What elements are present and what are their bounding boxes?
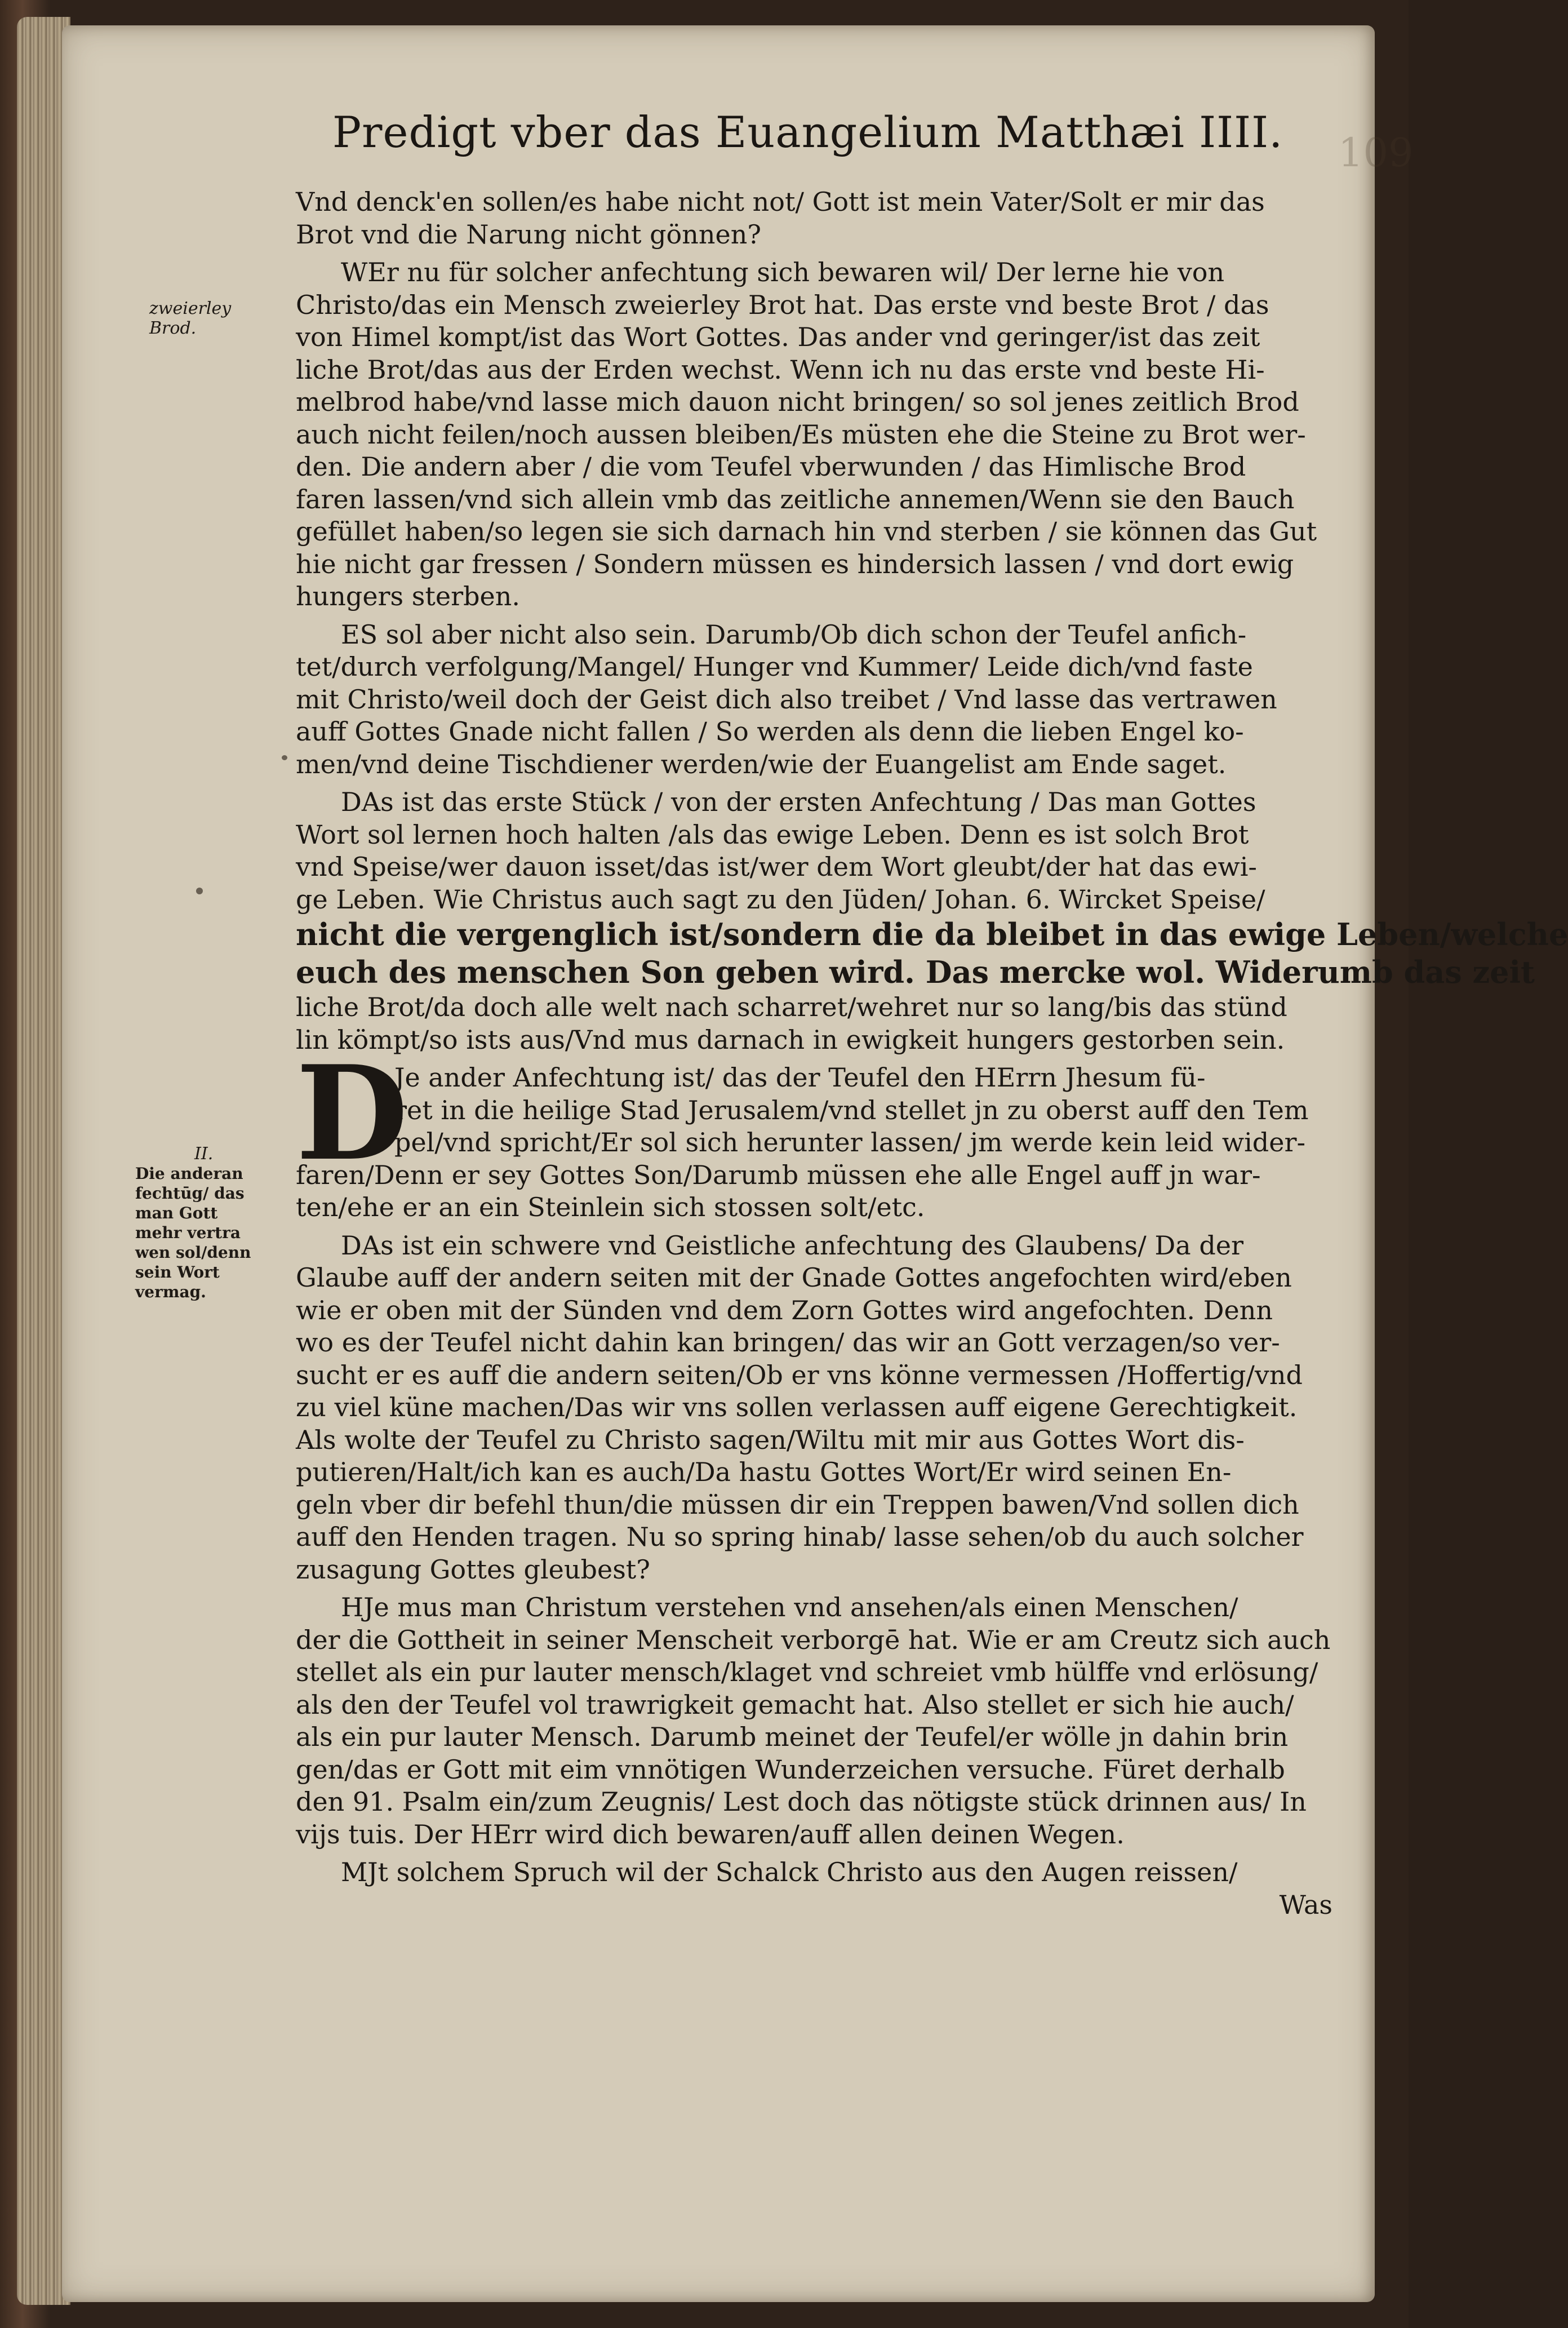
- text-line: zu viel küne machen/Das wir vns sollen verlassen auff eigene Gerechtigkeit.: [296, 1392, 1298, 1422]
- text-line: liche Brot/da doch alle welt nach scharret/wehret nur so lang/bis das stünd: [296, 992, 1287, 1022]
- text-line: Glaube auff der andern seiten mit der Gnade Gottes angefochten wird/eben: [296, 1262, 1292, 1293]
- text-line: gen/das er Gott mit eim vnnötigen Wunderzeichen versuche. Füret derhalb: [296, 1754, 1285, 1785]
- text-line: stellet als ein pur lauter mensch/klaget vnd schreiet vmb hülffe vnd erlösung/: [296, 1657, 1318, 1687]
- text-line: der die Gottheit in seiner Menscheit verborgē hat. Wie er am Creutz sich auch: [296, 1624, 1331, 1655]
- text-line: vnd Speise/wer dauon isset/das ist/wer dem Wort gleubt/der hat das ewi-: [296, 852, 1257, 882]
- text-line-emphasis: nicht die vergenglich ist/sondern die da bleibet in das ewige Leben/welche: [296, 916, 1568, 952]
- catchword: Was: [1279, 1889, 1332, 1920]
- text-line: als ein pur lauter Mensch. Darumb meinet der Teufel/er wölle jn dahin brin: [296, 1722, 1289, 1752]
- text-line: wo es der Teufel nicht dahin kan bringen/ das wir an Gott verzagen/so ver-: [296, 1327, 1280, 1358]
- running-header: Predigt vber das Euangelium Matthæi IIII.: [332, 107, 1283, 157]
- text-line: geln vber dir befehl thun/die müssen dir ein Treppen bawen/Vnd sollen dich: [296, 1489, 1299, 1520]
- text-line: mit Christo/weil doch der Geist dich also treibet / Vnd lasse das vertrawen: [296, 684, 1277, 715]
- paragraph: [296, 786, 1568, 1056]
- text-line: putieren/Halt/ich kan es auch/Da hastu Gottes Wort/Er wird seinen En-: [296, 1457, 1232, 1487]
- margin-note-line: Die anderan: [135, 1164, 243, 1183]
- text-line: ES sol aber nicht also sein. Darumb/Ob dich schon der Teufel anfich-: [341, 619, 1247, 650]
- text-line: men/vnd deine Tischdiener werden/wie der Euangelist am Ende saget.: [296, 748, 1227, 779]
- text-line: auff den Henden tragen. Nu so spring hinab/ lasse sehen/ob du auch solcher: [296, 1522, 1304, 1552]
- ink-blot: [196, 888, 203, 894]
- paragraph: [296, 1856, 1332, 1921]
- margin-note-zweierley-brod: zweierley Brod.: [149, 299, 232, 338]
- body-text: [296, 186, 1568, 1927]
- margin-note-line: man Gott: [135, 1204, 218, 1222]
- text-line: DAs ist ein schwere vnd Geistliche anfechtung des Glaubens/ Da der: [341, 1230, 1243, 1261]
- paragraph: [296, 186, 1332, 251]
- text-line: Wort sol lernen hoch halten /als das ewige Leben. Denn es ist solch Brot: [296, 819, 1249, 850]
- ink-blot: [282, 755, 287, 760]
- text-line: faren lassen/vnd sich allein vmb das zeitliche annemen/Wenn sie den Bauch: [296, 484, 1295, 515]
- text-line: HJe mus man Christum verstehen vnd ansehen/als einen Menschen/: [341, 1592, 1238, 1622]
- text-line: wie er oben mit der Sünden vnd dem Zorn Gottes wird angefochten. Denn: [296, 1294, 1273, 1325]
- text-line: zusagung Gottes gleubest?: [296, 1554, 650, 1585]
- text-line: Brot vnd die Narung nicht gönnen?: [296, 219, 762, 250]
- margin-note-line: sein Wort: [135, 1263, 220, 1281]
- text-line: WEr nu für solcher anfechtung sich bewaren wil/ Der lerne hie von: [341, 257, 1225, 287]
- text-line: ge Leben. Wie Christus auch sagt zu den Jüden/ Johan. 6. Wircket Speise/: [296, 884, 1265, 915]
- text-line: DAs ist das erste Stück / von der ersten Anfechtung / Das man Gottes: [341, 787, 1256, 817]
- drop-cap: D: [296, 1037, 408, 1190]
- text-line: MJt solchem Spruch wil der Schalck Christo aus den Augen reissen/: [341, 1857, 1238, 1887]
- text-line: hie nicht gar fressen / Sondern müssen es hindersich lassen / vnd dort ewig: [296, 548, 1294, 579]
- margin-note-line: fechtūg/ das: [135, 1184, 245, 1203]
- text-line: auch nicht feilen/noch aussen bleiben/Es müsten ehe die Steine zu Brot wer-: [296, 419, 1306, 450]
- text-line: faren/Denn er sey Gottes Son/Darumb müssen ehe alle Engel auff jn war-: [296, 1159, 1261, 1190]
- paragraph: [296, 1591, 1332, 1851]
- text-line: Vnd denck'en sollen/es habe nicht not/ Gott ist mein Vater/Solt er mir das: [296, 187, 1265, 217]
- margin-note-line: mehr vertra: [135, 1223, 241, 1242]
- text-line: als den der Teufel vol trawrigkeit gemacht hat. Also stellet er sich hie auch/: [296, 1689, 1294, 1720]
- text-line: vijs tuis. Der HErr wird dich bewaren/auff allen deinen Wegen.: [296, 1819, 1125, 1850]
- text-line: gefüllet haben/so legen sie sich darnach hin vnd sterben / sie können das Gut: [296, 516, 1317, 547]
- margin-note-second-temptation: [135, 1144, 254, 1302]
- paragraph: [296, 1230, 1332, 1586]
- text-line: tet/durch verfolgung/Mangel/ Hunger vnd Kummer/ Leide dich/vnd faste: [296, 651, 1253, 682]
- text-line-emphasis: euch des menschen Son geben wird. Das mercke wol. Widerumb das zeit: [296, 954, 1535, 990]
- text-line: melbrod habe/vnd lasse mich dauon nicht bringen/ so sol jenes zeitlich Brod: [296, 387, 1299, 417]
- text-line: lin kömpt/so ists aus/Vnd mus darnach in ewigkeit hungers gestorben sein.: [296, 1024, 1285, 1055]
- text-line: Als wolte der Teufel zu Christo sagen/Wiltu mit mir aus Gottes Wort dis-: [296, 1424, 1245, 1455]
- text-line: ret in die heilige Stad Jerusalem/vnd stellet jn zu oberst auff den Tem: [394, 1094, 1309, 1125]
- margin-note-line: vermag.: [135, 1283, 206, 1301]
- text-line: pel/vnd spricht/Er sol sich herunter lassen/ jm werde kein leid wider-: [394, 1127, 1306, 1158]
- paragraph: [296, 619, 1332, 781]
- margin-note-number: II.: [194, 1144, 214, 1164]
- text-line: sucht er es auff die andern seiten/Ob er vns könne vermessen /Hoffertig/vnd: [296, 1359, 1303, 1390]
- text-line: Christo/das ein Mensch zweierley Brot hat. Das erste vnd beste Brot / das: [296, 289, 1269, 320]
- text-line: liche Brot/das aus der Erden wechst. Wenn ich nu das erste vnd beste Hi-: [296, 354, 1265, 385]
- text-line: den. Die andern aber / die vom Teufel vberwunden / das Himlische Brod: [296, 451, 1246, 482]
- text-line: auff Gottes Gnade nicht fallen / So werden als denn die lieben Engel ko-: [296, 716, 1244, 747]
- text-line: Je ander Anfechtung ist/ das der Teufel den HErrn Jhesum fü-: [394, 1062, 1206, 1093]
- paragraph: [296, 256, 1332, 613]
- text-line: den 91. Psalm ein/zum Zeugnis/ Lest doch das nötigste stück drinnen aus/ In: [296, 1786, 1307, 1817]
- text-line: von Himel kompt/ist das Wort Gottes. Das ander vnd geringer/ist das zeit: [296, 322, 1260, 352]
- margin-note-line: wen sol/denn: [135, 1243, 251, 1262]
- text-line: hungers sterben.: [296, 581, 520, 611]
- text-line: ten/ehe er an ein Steinlein sich stossen solt/etc.: [296, 1192, 925, 1222]
- page-number: 109: [1338, 130, 1414, 176]
